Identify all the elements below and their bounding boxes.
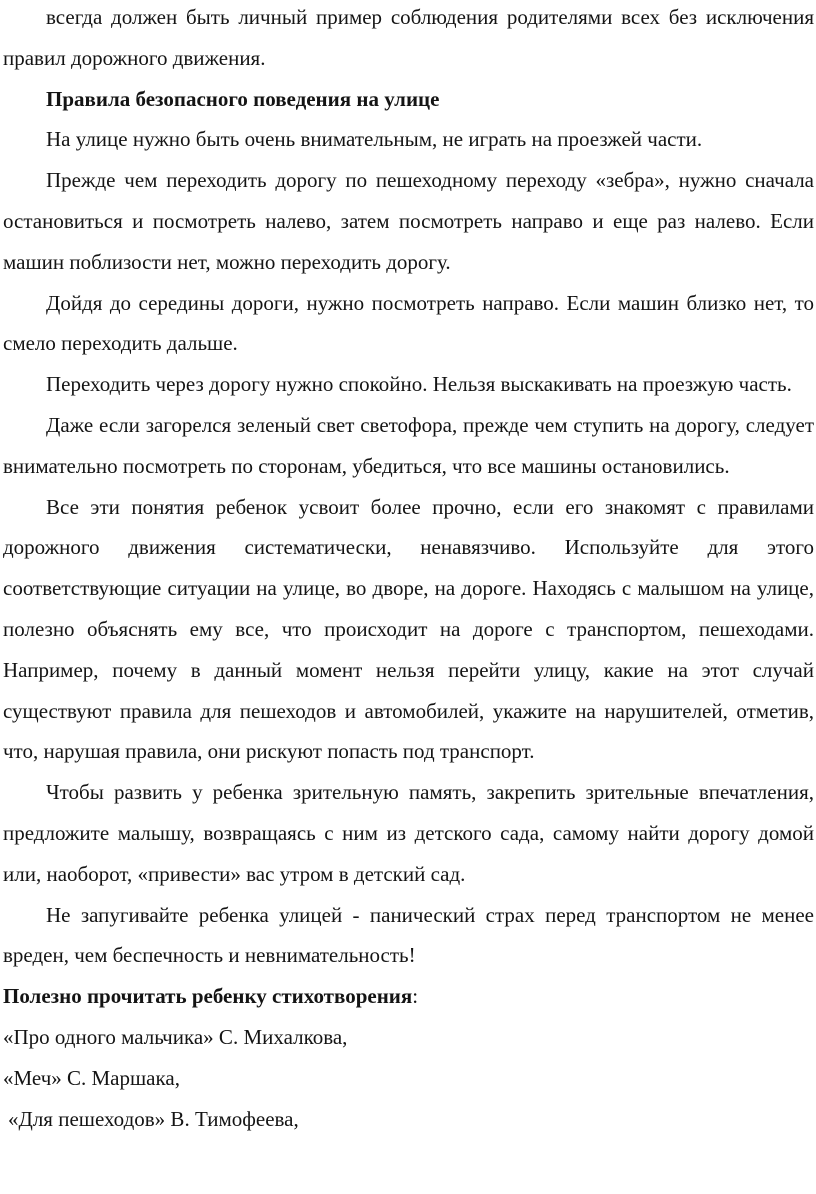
paragraph-2: Прежде чем переходить дорогу по пешеходному переходу «зебра», нужно сначала остановиться и посмотреть налево, затем посмотреть направо и еще раз налево. Если машин поблизости нет, можно переходить дорогу.: [3, 168, 814, 274]
reading-list-item-2: «Меч» С. Маршака,: [3, 1065, 180, 1090]
paragraph-8: Не запугивайте ребенка улицей - панический страх перед транспортом не менее вреден, чем беспечность и невнимательность!: [3, 902, 814, 968]
paragraph-6: Все эти понятия ребенок усвоит более прочно, если его знакомят с правилами дорожного движения систематически, ненавязчиво. Используйте для этого соответствующие ситуации на улице, во дворе, на дороге. Находясь с малышом на улице, полезно объяснять ему все, что происходит на дороге с транспортом, пешеходами. Например, почему в данный момент нельзя перейти улицу, какие на этот случай существуют правила для пешеходов и автомобилей, укажите на нарушителей, отметив, что, нарушая правила, они рискуют попасть под транспорт.: [3, 494, 814, 764]
paragraph-4: Переходить через дорогу нужно спокойно. Нельзя выскакивать на проезжую часть.: [46, 372, 792, 397]
reading-heading-colon: :: [412, 984, 419, 1009]
reading-heading-bold: Полезно прочитать ребенку стихотворения: [3, 984, 413, 1009]
paragraph-7: Чтобы развить у ребенка зрительную память, закрепить зрительные впечатления, предложите малышу, возвращаясь с ним из детского сада, самому найти дорогу домой или, наоборот, «привести» вас утром в детский сад.: [3, 780, 814, 886]
reading-list-item-1: «Про одного мальчика» С. Михалкова,: [3, 1024, 348, 1049]
intro-paragraph: всегда должен быть личный пример соблюдения родителями всех без исключения правил дорожного движения.: [3, 5, 814, 70]
paragraph-5: Даже если загорелся зеленый свет светофора, прежде чем ступить на дорогу, следует внимательно посмотреть по сторонам, убедиться, что все машины остановились.: [3, 412, 814, 478]
paragraph-3: Дойдя до середины дороги, нужно посмотреть направо. Если машин близко нет, то смело переходить дальше.: [3, 290, 814, 356]
reading-list-item-3: «Для пешеходов» В. Тимофеева,: [8, 1106, 299, 1131]
reading-heading: [3, 976, 814, 1017]
section-heading: Правила безопасного поведения на улице: [46, 86, 440, 111]
paragraph-1: На улице нужно быть очень внимательным, не играть на проезжей части.: [46, 127, 703, 152]
